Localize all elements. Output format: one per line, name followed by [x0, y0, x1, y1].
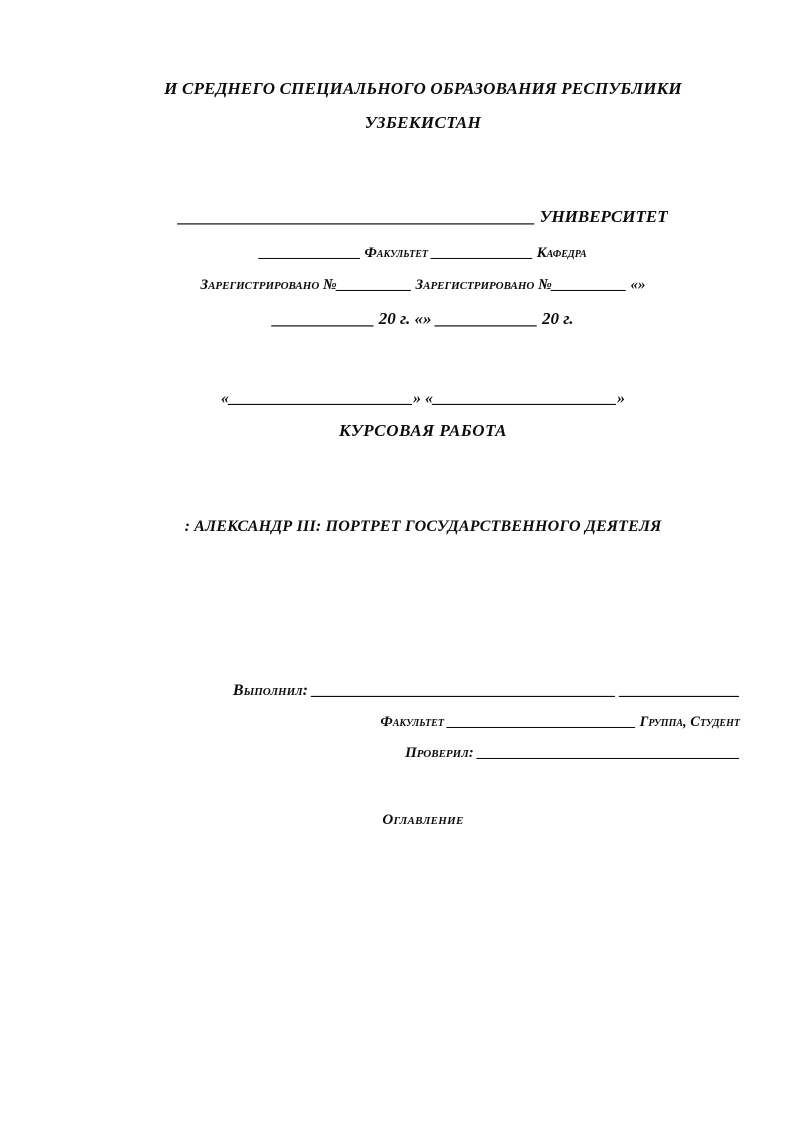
faculty-department-line: ______________ Факультет ______________ Кафедра	[259, 244, 587, 261]
ministry-header-line-1: И СРЕДНЕГО СПЕЦИАЛЬНОГО ОБРАЗОВАНИЯ РЕСПУБЛИКИ	[164, 79, 682, 98]
quotes-blank-line: «_______________________» «_______________________»	[221, 389, 625, 407]
author-signature-line: Выполнил: ______________________________________ _______________	[232, 682, 740, 700]
reviewer-signature-line: Проверил: ___________________________________	[405, 745, 740, 762]
toc-heading: Оглавление	[382, 812, 464, 828]
university-blank-line: __________________________________________ УНИВЕРСИТЕТ	[178, 206, 668, 226]
ministry-header-line-2: УЗБЕКИСТАН	[364, 113, 482, 133]
work-type-heading: КУРСОВАЯ РАБОТА	[338, 420, 508, 440]
registration-line: Зарегистрировано №__________ Зарегистрировано №__________ «»	[200, 276, 646, 293]
course-work-title: : АЛЕКСАНДР III: ПОРТРЕТ ГОСУДАРСТВЕННОГО ДЕЯТЕЛЯ	[184, 518, 662, 536]
registration-date-line: ____________ 20 г. «» ____________ 20 г.	[272, 308, 574, 328]
faculty-group-line: Факультет __________________________ Группа, Студент	[380, 714, 740, 731]
